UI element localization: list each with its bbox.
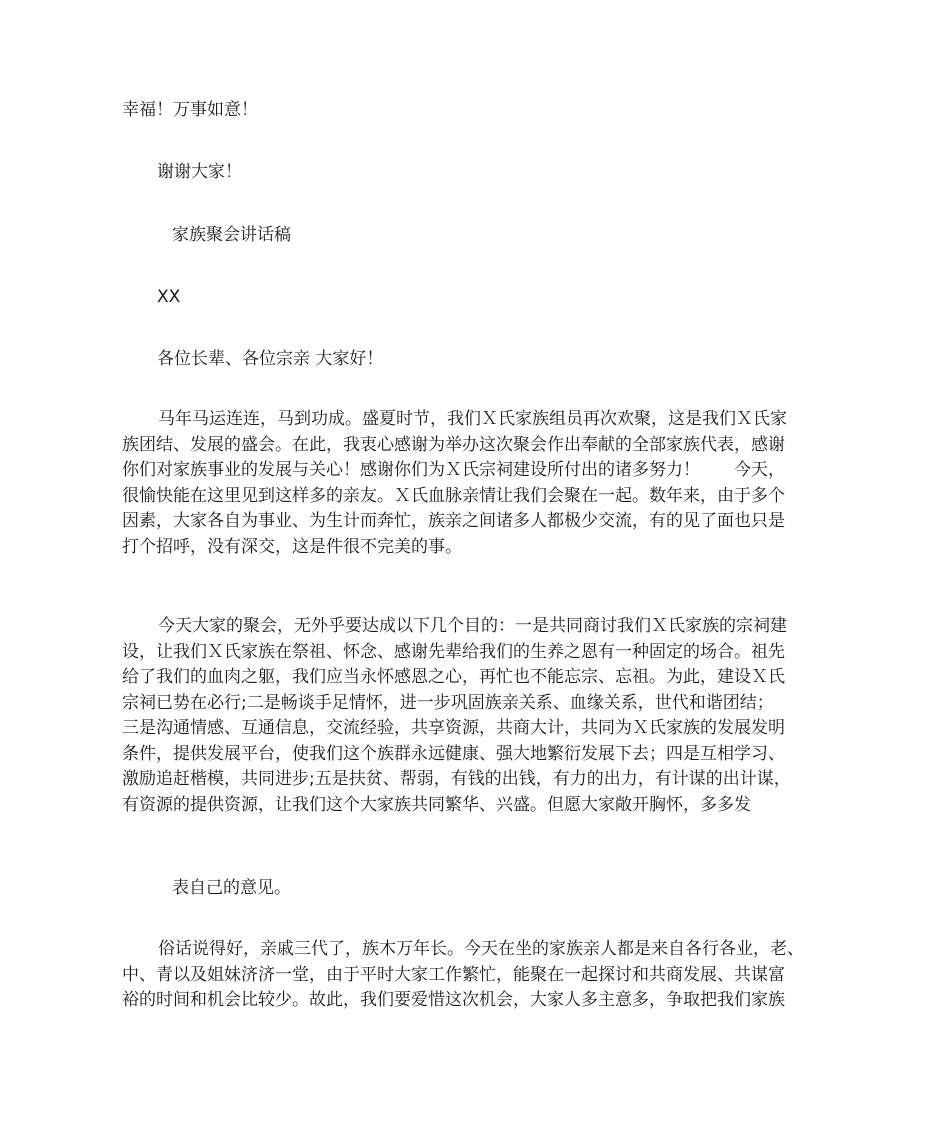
- paragraph-1-line: 因素，大家各自为事业、为生计而奔忙，族亲之间诸多人都极少交流，有的见了面也只是: [122, 511, 785, 531]
- paragraph-2-line: 条件，提供发展平台，使我们这个族群永远健康、强大地繁衍发展下去；四是互相学习、: [122, 743, 785, 764]
- thanks-line: 谢谢大家！: [157, 162, 242, 182]
- continuation-line: 表自己的意见。: [172, 878, 291, 898]
- paragraph-3: [122, 937, 840, 1014]
- paragraph-3-line: 裕的时间和机会比较少。故此，我们要爱惜这次机会，大家人多主意多，争取把我们家族: [122, 990, 785, 1010]
- paragraph-1-line: 很愉快能在这里见到这样多的亲友。Ｘ氏血脉亲情让我们会聚在一起。数年来，由于多个: [122, 485, 785, 506]
- paragraph-1-line: 马年马运连连，马到功成。盛夏时节，我们Ｘ氏家族组员再次欢聚，这是我们Ｘ氏家: [158, 409, 787, 429]
- paragraph-2-line: 有资源的提供资源，让我们这个大家族共同繁华、兴盛。但愿大家敞开胸怀，多多发: [122, 794, 751, 815]
- paragraph-2-line: 宗祠已势在必行;二是畅谈手足情怀，进一步巩固族亲关系、血缘关系，世代和谐团结；: [122, 692, 774, 713]
- paragraph-1-line: 你们对家族事业的发展与关心！感谢你们为Ｘ氏宗祠建设所付出的诸多努力！ 今天，: [122, 460, 785, 480]
- paragraph-1-line: 打个招呼，没有深交，这是件很不完美的事。: [122, 536, 462, 557]
- paragraph-2-line: 今天大家的聚会，无外乎要达成以下几个目的：一是共同商讨我们Ｘ氏家族的宗祠建: [158, 616, 787, 636]
- paragraph-1: [122, 407, 840, 560]
- paragraph-1-line: 族团结、发展的盛会。在此，我衷心感谢为举办这次聚会作出奉献的全部家族代表，感谢: [122, 434, 785, 455]
- paragraph-2: [122, 614, 840, 818]
- paragraph-3-line: 中、青以及姐妹济济一堂，由于平时大家工作繁忙，能聚在一起探讨和共商发展、共谋富: [122, 964, 785, 985]
- salutation: 各位长辈、各位宗亲 大家好！: [157, 349, 384, 369]
- paragraph-2-line: 给了我们的血肉之躯，我们应当永怀感恩之心，再忙也不能忘宗、忘祖。为此，建设Ｘ氏: [122, 667, 785, 687]
- closing-line: 幸福！万事如意！: [122, 100, 258, 120]
- speech-title: 家族聚会讲话稿: [172, 225, 291, 245]
- paragraph-2-line: 三是沟通情感、互通信息，交流经验，共享资源，共商大计，共同为Ｘ氏家族的发展发明: [122, 718, 785, 738]
- paragraph-3-line: 俗话说得好，亲戚三代了，族木万年长。今天在坐的家族亲人都是来自各行各业，老、: [158, 939, 804, 959]
- paragraph-2-line: 设，让我们Ｘ氏家族在祭祖、怀念、感谢先辈给我们的生养之恩有一种固定的场合。祖先: [122, 641, 785, 662]
- author-line: XX: [157, 287, 181, 307]
- paragraph-2-line: 激励追赶楷模，共同进步;五是扶贫、帮弱，有钱的出钱，有力的出力，有计谋的出计谋，: [122, 769, 791, 789]
